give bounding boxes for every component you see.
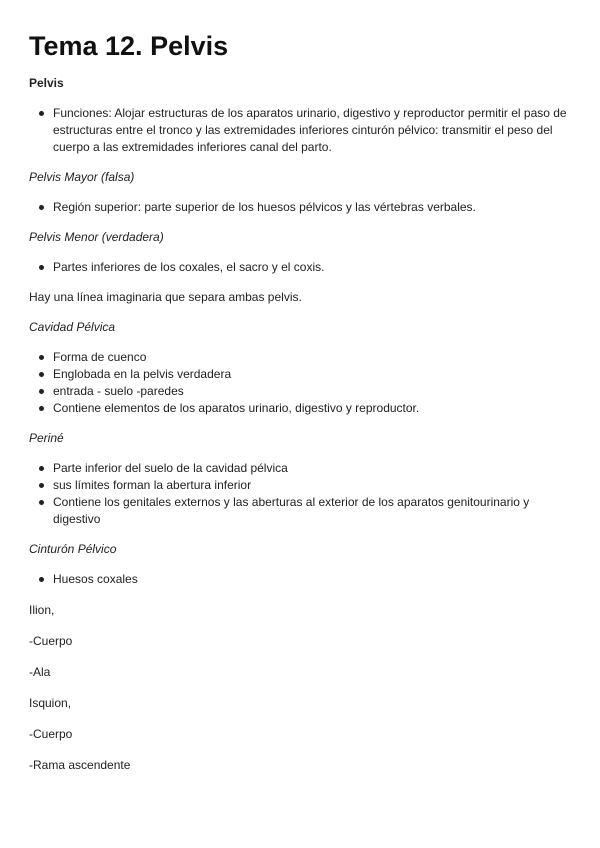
list-pelvis xyxy=(29,105,572,156)
text-isquion-cuerpo: -Cuerpo xyxy=(29,727,73,741)
paragraph-linea: Hay una línea imaginaria que separa ambas pelvis. xyxy=(29,290,302,304)
list-item: Región superior: parte superior de los huesos pélvicos y las vértebras verbales. xyxy=(53,199,572,216)
list-pelvis-mayor xyxy=(29,199,572,216)
list-item: Funciones: Alojar estructuras de los aparatos urinario, digestivo y reproductor permitir el paso de estructuras entre el tronco y las extremidades inferiores cinturón pélvico: transmitir el peso del cuerpo a las extremidades inferiores canal del parto. xyxy=(53,105,572,156)
list-item: Contiene los genitales externos y las aberturas al exterior de los aparatos genitourinario y digestivo xyxy=(53,494,572,528)
text-ilion-cuerpo: -Cuerpo xyxy=(29,634,73,648)
list-item: sus límites forman la abertura inferior xyxy=(53,477,572,494)
list-cavidad xyxy=(29,349,572,417)
section-heading-pelvis: Pelvis xyxy=(29,76,64,90)
list-item: Partes inferiores de los coxales, el sacro y el coxis. xyxy=(53,259,572,276)
list-item: Parte inferior del suelo de la cavidad pélvica xyxy=(53,460,572,477)
section-heading-pelvis-mayor: Pelvis Mayor (falsa) xyxy=(29,170,135,184)
text-isquion: Isquion, xyxy=(29,696,72,710)
list-item: Englobada en la pelvis verdadera xyxy=(53,366,572,383)
text-ilion: Ilion, xyxy=(29,603,55,617)
list-item: Forma de cuenco xyxy=(53,349,572,366)
section-heading-perine: Periné xyxy=(29,431,64,445)
text-ilion-ala: -Ala xyxy=(29,665,51,679)
page-title: Tema 12. Pelvis xyxy=(29,31,229,61)
section-heading-pelvis-menor: Pelvis Menor (verdadera) xyxy=(29,230,164,244)
section-heading-cinturon: Cinturón Pélvico xyxy=(29,542,117,556)
list-item: Contiene elementos de los aparatos urinario, digestivo y reproductor. xyxy=(53,400,572,417)
text-isquion-rama: -Rama ascendente xyxy=(29,758,131,772)
list-item: Huesos coxales xyxy=(53,571,572,588)
section-heading-cavidad: Cavidad Pélvica xyxy=(29,320,116,334)
list-item: entrada - suelo -paredes xyxy=(53,383,572,400)
list-cinturon xyxy=(29,571,572,588)
list-pelvis-menor xyxy=(29,259,572,276)
list-perine xyxy=(29,460,572,528)
